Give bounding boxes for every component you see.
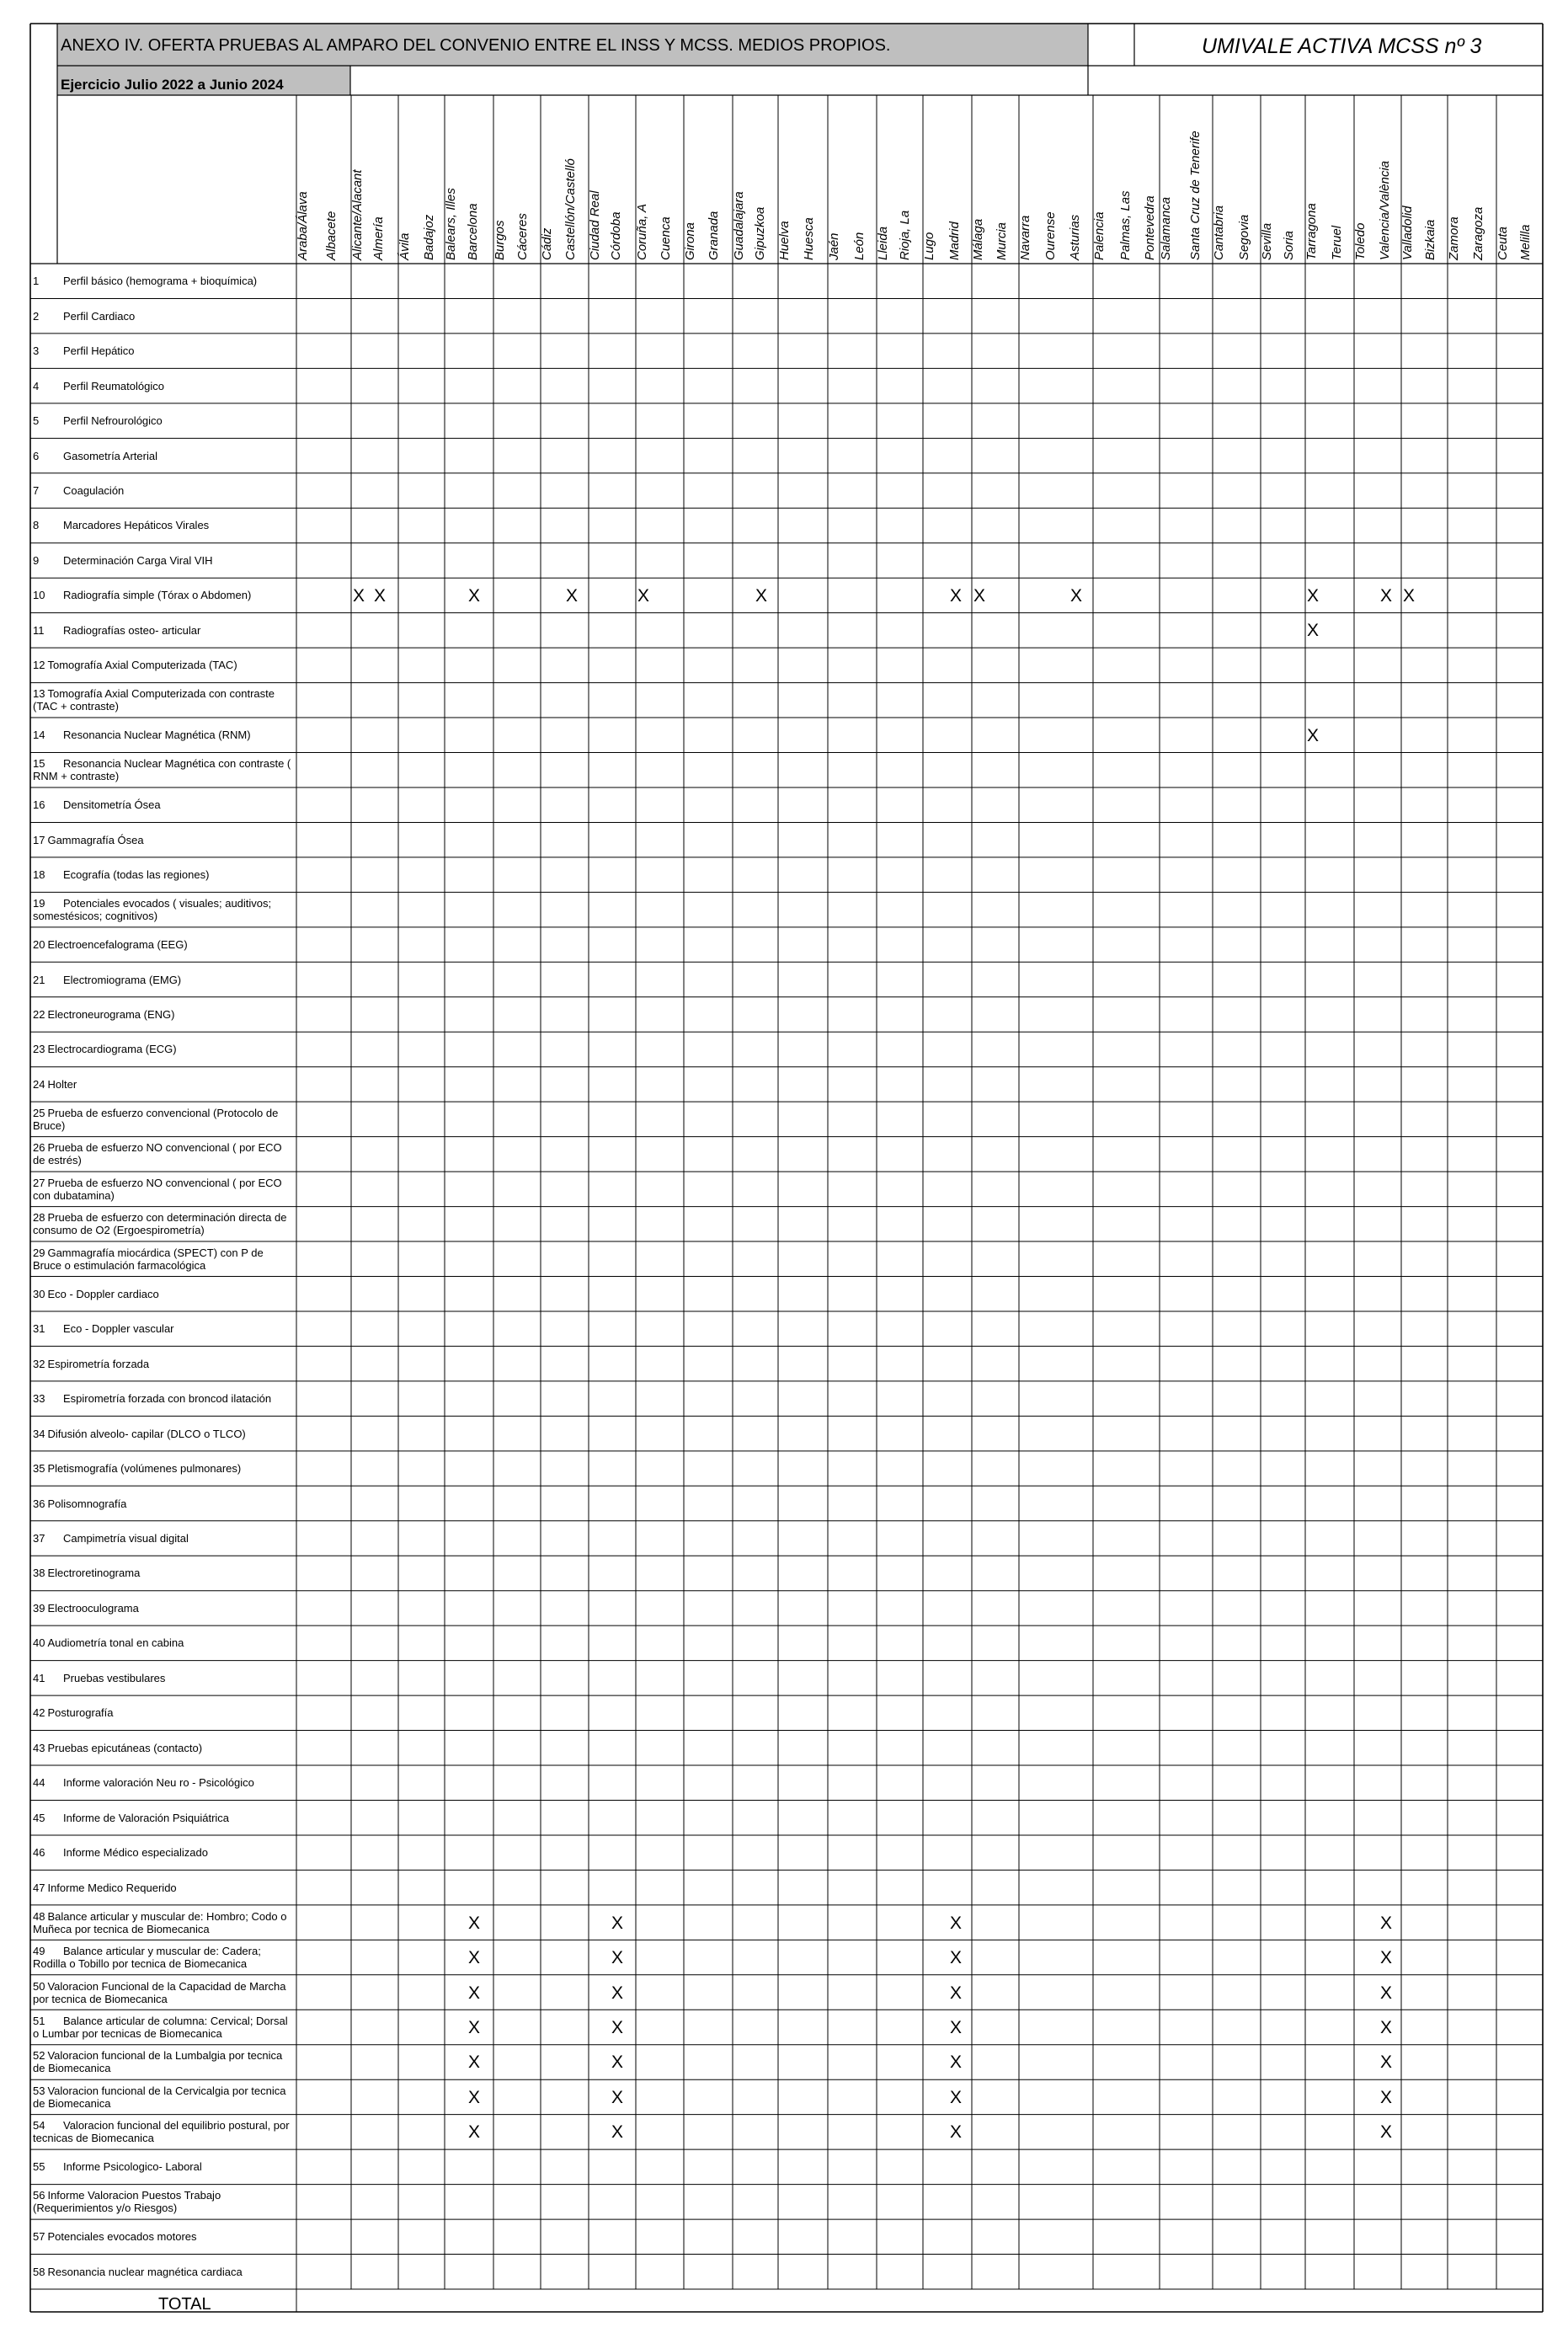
mark-x: X	[1379, 1983, 1392, 2003]
mark-x: X	[352, 585, 365, 606]
province-header: Toledo	[1353, 222, 1368, 260]
test-label: Prueba de esfuerzo con determinación directa de consumo de O2 (Ergoespirometría)	[33, 1211, 287, 1237]
mark-x: X	[373, 585, 386, 606]
test-number: 36	[33, 1497, 45, 1510]
province-header: Guadalajara	[732, 191, 746, 260]
test-row	[33, 1486, 294, 1520]
mark-x: X	[467, 1913, 480, 1933]
province-header: Barcelona	[466, 203, 480, 260]
test-label: Marcadores Hepáticos Virales	[63, 519, 210, 532]
test-label: Electromiograma (EMG)	[63, 973, 182, 986]
test-number: 28	[33, 1211, 45, 1225]
mark-x: X	[611, 1983, 623, 2003]
test-row	[33, 2149, 294, 2184]
test-label: Coagulación	[63, 484, 125, 497]
mark-x: X	[637, 585, 649, 606]
test-number: 26	[33, 1141, 45, 1155]
province-header: Coruña, A	[635, 204, 649, 260]
annex-title: ANEXO IV. OFERTA PRUEBAS AL AMPARO DEL CONVENIO ENTRE EL INSS Y MCSS. MEDIOS PROPIOS.	[61, 36, 891, 55]
test-label: Posturografía	[47, 1706, 114, 1720]
test-row	[33, 1381, 294, 1416]
province-header: Zamora	[1447, 216, 1461, 260]
test-number: 56	[33, 2189, 45, 2202]
test-row	[33, 1940, 294, 1974]
test-label: Prueba de esfuerzo convencional (Protocolo de Bruce)	[33, 1106, 279, 1132]
mark-x: X	[1379, 2087, 1392, 2107]
test-number: 57	[33, 2230, 45, 2244]
test-number: 52	[33, 2049, 45, 2063]
test-row	[33, 2219, 294, 2254]
province-header: Zaragoza	[1471, 206, 1485, 260]
mark-x: X	[949, 2087, 962, 2107]
test-row	[33, 1311, 294, 1346]
test-row	[33, 1661, 294, 1695]
mark-x: X	[1379, 2018, 1392, 2037]
test-number: 11	[33, 623, 45, 637]
mark-x: X	[949, 2018, 962, 2037]
test-label: Electrooculograma	[47, 1601, 139, 1615]
test-row	[33, 1102, 294, 1136]
test-row	[33, 1800, 294, 1834]
province-header: Cáceres	[515, 213, 530, 260]
province-header: Asturias	[1068, 214, 1082, 260]
test-label: Eco - Doppler cardiaco	[47, 1287, 159, 1300]
test-label: Informe valoración Neu ro - Psicológico	[63, 1776, 254, 1790]
test-row	[33, 2185, 294, 2219]
test-row	[33, 2255, 294, 2289]
test-row	[33, 1975, 294, 2010]
test-row	[33, 1451, 294, 1486]
test-row	[33, 1765, 294, 1800]
province-header: Granada	[707, 211, 721, 260]
test-number: 25	[33, 1106, 45, 1119]
test-number: 32	[33, 1357, 45, 1370]
test-row	[33, 264, 294, 298]
province-header: Cuenca	[659, 216, 673, 260]
province-header: Cádiz	[540, 227, 554, 260]
test-label: Ecografía (todas las regiones)	[63, 868, 210, 882]
test-label: Campimetría visual digital	[63, 1531, 189, 1545]
test-label: Gammagrafía Ósea	[47, 833, 144, 846]
test-label: Perfil Cardiaco	[63, 309, 136, 323]
test-label: Tomografía Axial Computerizada con contraste (TAC + contraste)	[33, 687, 275, 713]
province-header: Alicante/Alacant	[350, 169, 365, 260]
test-number: 54	[33, 2119, 45, 2132]
test-number: 6	[33, 449, 40, 462]
test-number: 18	[33, 868, 45, 882]
test-number: 3	[33, 344, 40, 358]
test-number: 23	[33, 1043, 45, 1056]
test-number: 17	[33, 833, 45, 846]
test-row	[33, 997, 294, 1032]
test-row	[33, 1591, 294, 1625]
test-row	[33, 1137, 294, 1172]
province-header: Ciudad Real	[588, 190, 602, 260]
test-label: Radiografía simple (Tórax o Abdomen)	[63, 589, 252, 602]
test-row	[33, 1277, 294, 1311]
province-header: Ourense	[1043, 211, 1058, 260]
mark-x: X	[949, 2122, 962, 2143]
test-label: Potenciales evocados motores	[47, 2230, 197, 2244]
test-label: Eco - Doppler vascular	[63, 1322, 174, 1336]
test-number: 49	[33, 1945, 45, 1958]
province-header: Salamanca	[1159, 196, 1173, 260]
test-label: Gasometría Arterial	[63, 449, 157, 462]
mark-x: X	[611, 2122, 623, 2143]
test-number: 21	[33, 973, 45, 986]
test-row	[33, 1207, 294, 1241]
mark-x: X	[755, 585, 767, 606]
province-header: Palmas, Las	[1118, 190, 1133, 260]
test-number: 15	[33, 757, 45, 771]
test-row	[33, 1521, 294, 1556]
province-header: Lugo	[922, 232, 936, 260]
province-header: Almería	[371, 216, 386, 260]
test-number: 2	[33, 309, 40, 323]
test-label: Valoracion funcional del equilibrio postural, por tecnicas de Biomecanica	[33, 2119, 290, 2145]
test-number: 4	[33, 379, 40, 392]
test-label: Valoracion Funcional de la Capacidad de Marcha por tecnica de Biomecanica	[33, 1979, 286, 2005]
test-row	[33, 2045, 294, 2079]
mark-x: X	[467, 2087, 480, 2107]
mark-x: X	[1379, 1948, 1392, 1968]
test-label: Perfil Hepático	[63, 344, 135, 358]
test-row	[33, 1870, 294, 1904]
test-label: Espirometría forzada con broncod ilatación	[63, 1392, 272, 1406]
province-header: Balears, Illes	[444, 188, 458, 260]
test-number: 1	[33, 275, 40, 288]
test-number: 43	[33, 1741, 45, 1754]
province-header: Murcia	[995, 222, 1009, 260]
mark-x: X	[949, 1983, 962, 2003]
province-header: Sevilla	[1260, 222, 1274, 260]
test-label: Perfil Nefrourológico	[63, 414, 163, 428]
test-row	[33, 1172, 294, 1206]
test-label: Gammagrafía miocárdica (SPECT) con P de Bruce o estimulación farmacológica	[33, 1246, 264, 1272]
test-row	[33, 683, 294, 718]
mark-x: X	[467, 2052, 480, 2073]
test-row	[33, 1905, 294, 1940]
test-row	[33, 857, 294, 892]
mark-x: X	[467, 2018, 480, 2037]
province-header: Córdoba	[609, 211, 623, 260]
test-row	[33, 962, 294, 996]
test-label: Electroretinograma	[47, 1567, 141, 1580]
province-header: Ávila	[397, 232, 412, 260]
test-label: Pletismografía (volúmenes pulmonares)	[47, 1462, 242, 1476]
test-number: 58	[33, 2265, 45, 2278]
mark-x: X	[467, 1983, 480, 2003]
test-label: Radiografías osteo- articular	[63, 623, 201, 637]
test-number: 44	[33, 1776, 45, 1790]
test-number: 53	[33, 2084, 45, 2097]
test-number: 48	[33, 1909, 45, 1923]
test-row	[33, 787, 294, 822]
test-row	[33, 1346, 294, 1380]
period-label: Ejercicio Julio 2022 a Junio 2024	[61, 77, 284, 93]
test-row	[33, 403, 294, 438]
mark-x: X	[1069, 585, 1082, 606]
test-label: Resonancia Nuclear Magnética con contraste ( RNM + contraste)	[33, 757, 291, 783]
test-row	[33, 1556, 294, 1590]
province-header: Huelva	[777, 221, 792, 260]
test-row	[33, 2115, 294, 2149]
mark-x: X	[611, 1948, 623, 1968]
test-number: 34	[33, 1427, 45, 1440]
test-label: Pruebas epicutáneas (contacto)	[47, 1741, 203, 1754]
mark-x: X	[611, 2018, 623, 2037]
test-label: Espirometría forzada	[47, 1357, 150, 1370]
test-row	[33, 543, 294, 578]
test-row	[33, 1067, 294, 1102]
test-number: 47	[33, 1881, 45, 1894]
province-header: Araba/Álava	[296, 191, 310, 260]
mark-x: X	[949, 1948, 962, 1968]
test-label: Difusión alveolo- capilar (DLCO o TLCO)	[47, 1427, 246, 1440]
test-label: Informe Psicologico- Laboral	[63, 2160, 202, 2174]
test-row	[33, 2079, 294, 2114]
test-label: Potenciales evocados ( visuales; auditivos; somestésicos; cognitivos)	[33, 897, 272, 923]
test-row	[33, 1625, 294, 1660]
test-number: 31	[33, 1322, 45, 1336]
test-label: Determinación Carga Viral VIH	[63, 553, 213, 567]
test-row	[33, 927, 294, 962]
test-number: 33	[33, 1392, 45, 1406]
province-header: Pontevedra	[1143, 195, 1157, 260]
mark-x: X	[1379, 2122, 1392, 2143]
province-header: Navarra	[1018, 215, 1032, 260]
test-row	[33, 1241, 294, 1276]
test-row	[33, 1416, 294, 1450]
mark-x: X	[611, 2052, 623, 2073]
province-header: Huesca	[802, 217, 816, 260]
test-label: Informe de Valoración Psiquiátrica	[63, 1811, 230, 1824]
mark-x: X	[949, 2052, 962, 2073]
province-header: Castellón/Castelló	[563, 158, 578, 260]
province-header: Melilla	[1518, 224, 1533, 260]
test-row	[33, 613, 294, 648]
province-header: Palencia	[1092, 211, 1107, 260]
mark-x: X	[1402, 585, 1415, 606]
test-number: 16	[33, 798, 45, 812]
mark-x: X	[1379, 1913, 1392, 1933]
test-number: 38	[33, 1567, 45, 1580]
test-row	[33, 334, 294, 368]
mark-x: X	[1306, 585, 1319, 606]
mark-x: X	[949, 1913, 962, 1933]
test-label: Balance articular y muscular de: Hombro; Codo o Muñeca por tecnica de Biomecanica	[33, 1909, 287, 1935]
province-header: Lleida	[876, 226, 890, 260]
mark-x: X	[467, 2122, 480, 2143]
province-header: Madrid	[947, 222, 962, 260]
test-number: 39	[33, 1601, 45, 1615]
province-header: Ceuta	[1496, 226, 1510, 260]
test-row	[33, 822, 294, 857]
test-number: 42	[33, 1706, 45, 1720]
province-header: León	[852, 232, 867, 260]
test-row	[33, 1032, 294, 1066]
test-label: Prueba de esfuerzo NO convencional ( por ECO con dubatamina)	[33, 1176, 282, 1202]
test-row	[33, 578, 294, 612]
mark-x: X	[611, 2087, 623, 2107]
test-label: Informe Valoracion Puestos Trabajo (Requerimientos y/o Riesgos)	[33, 2189, 221, 2215]
test-row	[33, 2010, 294, 2044]
test-number: 14	[33, 729, 45, 742]
mark-x: X	[467, 1948, 480, 1968]
test-row	[33, 753, 294, 787]
test-row	[33, 438, 294, 472]
province-header: Burgos	[493, 220, 507, 260]
test-label: Electroencefalograma (EEG)	[47, 938, 188, 952]
mark-x: X	[611, 1913, 623, 1933]
mark-x: X	[565, 585, 578, 606]
total-label: TOTAL	[158, 2295, 211, 2314]
test-row	[33, 298, 294, 333]
test-row	[33, 718, 294, 752]
test-label: Valoracion funcional de la Cervicalgia por tecnica de Biomecanica	[33, 2084, 286, 2110]
test-label: Resonancia nuclear magnética cardiaca	[47, 2265, 243, 2278]
test-row	[33, 1835, 294, 1870]
test-label: Audiometría tonal en cabina	[47, 1636, 184, 1650]
test-label: Perfil básico (hemograma + bioquímica)	[63, 275, 258, 288]
province-header: Girona	[683, 222, 697, 260]
province-header: Valencia/València	[1378, 160, 1392, 260]
mark-x: X	[1306, 725, 1319, 745]
province-header: Santa Cruz de Tenerife	[1188, 131, 1203, 260]
test-number: 51	[33, 2014, 45, 2027]
mark-x: X	[973, 585, 985, 606]
test-number: 19	[33, 897, 45, 910]
test-label: Densitometría Ósea	[63, 798, 161, 812]
province-header: Cantabria	[1212, 205, 1226, 260]
province-header: Badajoz	[422, 214, 436, 260]
province-header: Jaén	[827, 232, 841, 260]
province-header: Málaga	[971, 218, 985, 260]
test-label: Pruebas vestibulares	[63, 1671, 166, 1684]
mark-x: X	[949, 585, 962, 606]
test-label: Balance articular de columna: Cervical; Dorsal o Lumbar por tecnicas de Biomecanica	[33, 2014, 288, 2040]
test-row	[33, 892, 294, 926]
province-header: Tarragona	[1304, 203, 1319, 260]
test-label: Balance articular y muscular de: Cadera; Rodilla o Tobillo por tecnica de Biomecanica	[33, 1945, 261, 1971]
test-number: 40	[33, 1636, 45, 1650]
test-label: Informe Médico especializado	[63, 1846, 208, 1860]
test-number: 7	[33, 484, 40, 497]
test-label: Resonancia Nuclear Magnética (RNM)	[63, 729, 251, 742]
province-header: Soria	[1282, 230, 1296, 260]
test-row	[33, 1731, 294, 1765]
test-number: 27	[33, 1176, 45, 1189]
test-number: 29	[33, 1246, 45, 1259]
test-number: 12	[33, 659, 45, 672]
test-label: Perfil Reumatológico	[63, 379, 164, 392]
mark-x: X	[467, 585, 480, 606]
test-number: 50	[33, 1979, 45, 1993]
test-label: Prueba de esfuerzo NO convencional ( por ECO de estrés)	[33, 1141, 282, 1167]
test-number: 22	[33, 1007, 45, 1021]
test-number: 30	[33, 1287, 45, 1300]
mark-x: X	[1379, 585, 1392, 606]
province-header: Bizkaia	[1423, 219, 1437, 260]
test-number: 41	[33, 1671, 45, 1684]
test-row	[33, 508, 294, 542]
province-header: Segovia	[1237, 214, 1251, 260]
test-row	[33, 1695, 294, 1730]
province-header: Valladolid	[1400, 206, 1415, 260]
test-number: 45	[33, 1811, 45, 1824]
mark-x: X	[1379, 2052, 1392, 2073]
test-label: Electrocardiograma (ECG)	[47, 1043, 177, 1056]
province-header: Teruel	[1330, 225, 1344, 260]
test-number: 10	[33, 589, 45, 602]
test-label: Holter	[47, 1077, 77, 1091]
test-row	[33, 648, 294, 682]
mark-x: X	[1306, 621, 1319, 641]
entity-name: UMIVALE ACTIVA MCSS nº 3	[1202, 35, 1482, 58]
test-number: 9	[33, 553, 40, 567]
test-label: Valoracion funcional de la Lumbalgia por tecnica de Biomecanica	[33, 2049, 283, 2075]
test-number: 24	[33, 1077, 45, 1091]
test-number: 46	[33, 1846, 45, 1860]
test-number: 5	[33, 414, 40, 428]
province-header: Albacete	[324, 211, 339, 260]
province-header: Gipuzkoa	[753, 206, 767, 260]
test-label: Informe Medico Requerido	[47, 1881, 177, 1894]
test-number: 55	[33, 2160, 45, 2174]
test-number: 13	[33, 687, 45, 701]
test-number: 35	[33, 1462, 45, 1476]
test-number: 20	[33, 938, 45, 952]
test-label: Tomografía Axial Computerizada (TAC)	[47, 659, 237, 672]
test-number: 37	[33, 1531, 45, 1545]
test-row	[33, 368, 294, 403]
test-label: Polisomnografía	[47, 1497, 127, 1510]
test-row	[33, 473, 294, 508]
province-header: Rioja, La	[898, 210, 912, 260]
test-number: 8	[33, 519, 40, 532]
test-label: Electroneurograma (ENG)	[47, 1007, 175, 1021]
